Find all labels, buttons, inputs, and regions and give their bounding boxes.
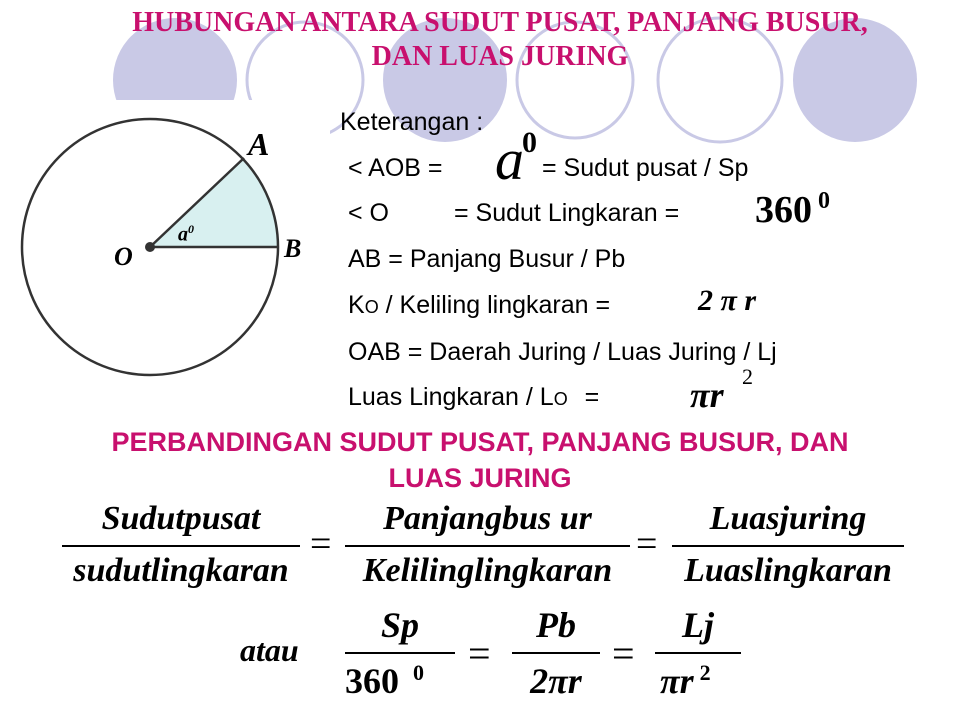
formula2-den1: 360 $^0$ bbox=[345, 660, 424, 701]
formula1-num3: Luasjuring bbox=[709, 500, 867, 537]
title-line-2: DAN LUAS JURING bbox=[371, 41, 629, 72]
k-text: / Keliling lingkaran = bbox=[385, 291, 611, 319]
luas-sup: 2 bbox=[742, 364, 753, 389]
formula1-line1 bbox=[62, 545, 300, 547]
formula1-den2: Kelilinglingkaran bbox=[362, 552, 613, 589]
formula2-num1: Sp bbox=[380, 605, 420, 645]
o-text: = Sudut Lingkaran = bbox=[454, 199, 680, 227]
luas-label: Luas Lingkaran / L bbox=[348, 383, 554, 411]
k-sub: O bbox=[364, 297, 379, 317]
formula1-line3 bbox=[672, 545, 904, 547]
formula1-den3: Luaslingkaran bbox=[684, 552, 892, 589]
title-line-1: HUBUNGAN ANTARA SUDUT PUSAT, PANJANG BUSUR, bbox=[132, 7, 868, 38]
aob-sup: 0 bbox=[522, 126, 537, 159]
formula2-den3: πr $^2$ bbox=[660, 660, 711, 701]
notes-heading: Keterangan : bbox=[340, 108, 484, 136]
k-formula: 2 π r bbox=[698, 284, 757, 317]
formula2-eq2: = bbox=[612, 631, 635, 676]
formula1-line2 bbox=[345, 545, 630, 547]
angle-label: $a^0$ bbox=[178, 222, 194, 246]
formula2-den2: 2πr bbox=[530, 661, 582, 701]
label-o: O bbox=[114, 242, 133, 271]
o-label: < O bbox=[348, 199, 389, 227]
page-title bbox=[40, 6, 960, 74]
o-sup: 0 bbox=[818, 188, 830, 214]
formula2-line2 bbox=[512, 652, 600, 654]
formula2-atau: atau bbox=[240, 632, 299, 668]
section-subtitle bbox=[0, 424, 960, 496]
center-point bbox=[145, 242, 155, 252]
aob-text: = Sudut pusat / Sp bbox=[542, 154, 749, 182]
formula1-eq2: = bbox=[636, 523, 658, 565]
luas-eq: = bbox=[584, 383, 600, 411]
note-keliling bbox=[348, 291, 610, 320]
formula2-eq1: = bbox=[468, 631, 491, 676]
formula2-line3 bbox=[655, 652, 741, 654]
formula1-num1: Sudutpusat bbox=[101, 500, 261, 537]
note-luas bbox=[348, 383, 599, 412]
note-o bbox=[348, 199, 389, 228]
note-aob bbox=[348, 154, 443, 183]
note-oab: OAB = Daerah Juring / Luas Juring / Lj bbox=[348, 338, 777, 366]
circle-svg bbox=[0, 100, 330, 400]
sector-region bbox=[150, 158, 278, 247]
k-label: K bbox=[348, 291, 365, 319]
subtitle-line-1: PERBANDINGAN SUDUT PUSAT, PANJANG BUSUR, DAN bbox=[111, 427, 849, 457]
label-a: A bbox=[248, 126, 270, 162]
circle-diagram bbox=[0, 100, 330, 400]
label-b: B bbox=[284, 234, 302, 263]
formula1-eq1: = bbox=[310, 523, 332, 565]
formula2-line1 bbox=[345, 652, 455, 654]
luas-sub: O bbox=[553, 389, 568, 409]
o-value: 360 bbox=[755, 189, 812, 231]
luas-formula: πr bbox=[690, 375, 724, 415]
note-ab: AB = Panjang Busur / Pb bbox=[348, 245, 626, 273]
formula2-num2: Pb bbox=[536, 605, 576, 645]
subtitle-line-2: LUAS JURING bbox=[388, 463, 572, 493]
formula1-den1: sudutlingkaran bbox=[73, 552, 289, 589]
formula2-num3: Lj bbox=[682, 605, 714, 645]
aob-label: < AOB = bbox=[348, 154, 443, 182]
aob-symbol: a bbox=[495, 127, 524, 192]
formula1-num2: Panjangbus ur bbox=[383, 500, 592, 537]
